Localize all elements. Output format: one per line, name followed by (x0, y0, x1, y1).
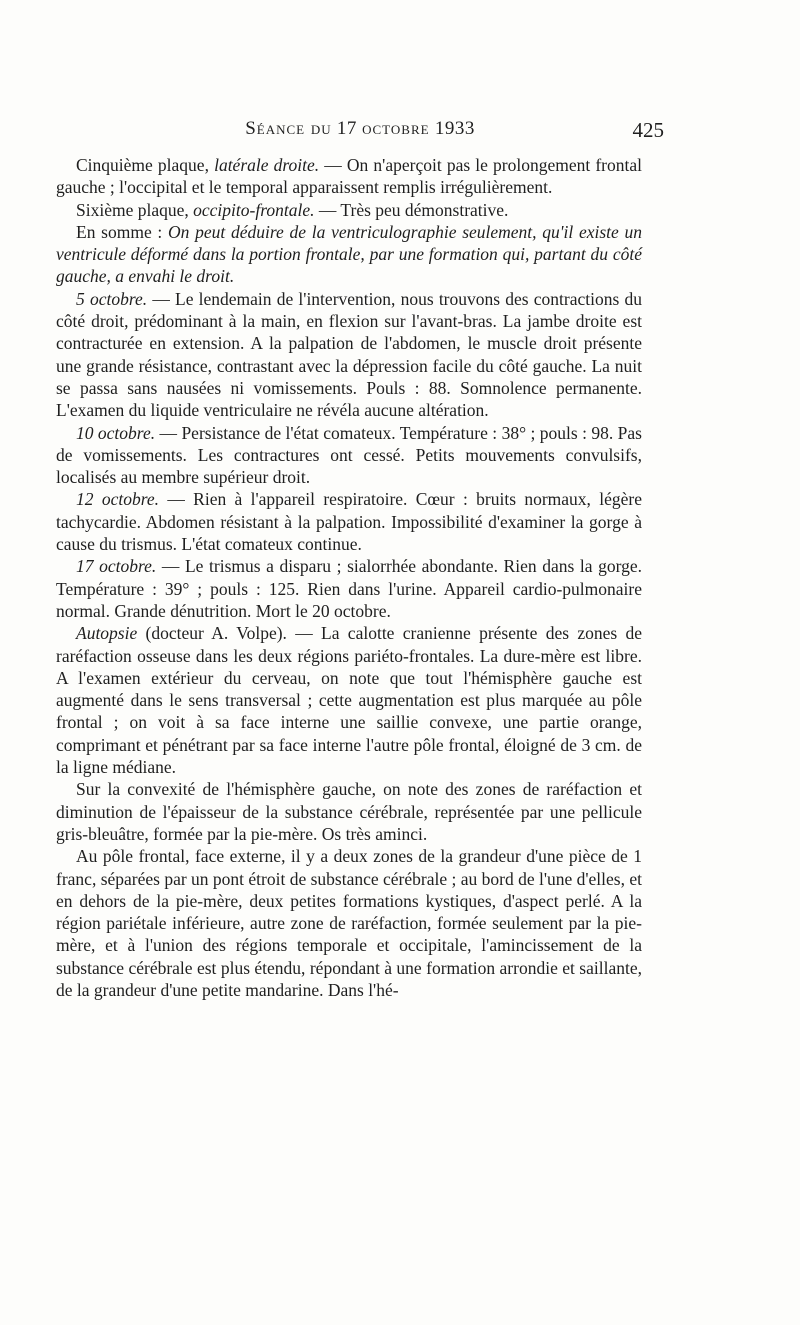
paragraph-lead-italic: occipito-frontale. (193, 199, 315, 220)
paragraph-lead-italic: 12 octobre. (76, 489, 160, 510)
paragraph-lead-italic: Autopsie (76, 623, 138, 644)
paragraph-text: Sur la convexité de l'hémisphère gauche, on note des zones de raréfaction et diminution de l'épaisseur de la substance cérébrale, représentée par une pellicule gris-bleuâtre, formée par la pie-mère. Os très aminci. (56, 779, 642, 844)
paragraph-text: — Le lendemain de l'intervention, nous trouvons des contractions du côté droit, prédominant à la main, en flexion sur l'avant-bras. La jambe droite est contracturée en extension. A la palpation de l'abdomen, le muscle droit présente une grande résistance, contrastant avec la dépression facile du côté gauche. La nuit se passa sans nausées ni vomissements. Pouls : 88. Somnolence permanente. L'examen du liquide ventriculaire ne révéla aucune altération. (56, 288, 642, 421)
body-text (56, 154, 642, 1001)
paragraph (56, 288, 642, 422)
paragraph (56, 422, 642, 489)
paragraph (56, 845, 642, 1001)
paragraph-lead: Sixième plaque, (76, 199, 189, 220)
paragraph-lead-italic: 10 octobre. (76, 422, 156, 443)
paragraph (56, 622, 642, 778)
paragraph-text: — Le trismus a disparu ; sialorrhée abondante. Rien dans la gorge. Température : 39° ; pouls : 125. Rien dans l'urine. Appareil cardio-pulmonaire normal. Grande dénutrition. Mort le 20 octobre. (56, 556, 642, 621)
paragraph (56, 154, 642, 199)
paragraph (56, 221, 642, 288)
running-header (56, 118, 664, 146)
paragraph (56, 555, 642, 622)
header-month: octobre (362, 118, 430, 139)
paragraph (56, 488, 642, 555)
paragraph-lead: En somme : (76, 221, 163, 242)
paragraph-lead-italic: On peut déduire de la ventriculographie seulement, qu'il existe un ventricule déformé dans la portion frontale, par une formation qui, partant du côté gauche, a envahi le droit. (56, 221, 643, 287)
paragraph-lead-italic: 17 octobre. (76, 556, 157, 577)
paragraph-lead-italic: 5 octobre. (76, 288, 148, 309)
paragraph-lead-italic: latérale droite. (214, 155, 320, 175)
paragraph (56, 778, 642, 845)
header-title (56, 118, 664, 140)
paragraph-text: — On n'aperçoit pas le prolongement frontal gauche ; l'occipital et le temporal apparaissent remplis irrégulièrement. (56, 155, 642, 198)
header-title-prefix: Séance du (245, 118, 332, 139)
paragraph (56, 199, 642, 221)
paragraph-text: Au pôle frontal, face externe, il y a deux zones de la grandeur d'une pièce de 1 franc, séparées par un pont étroit de substance cérébrale ; au bord de l'une d'elles, et en dehors de la pie-mère, deux petites formations kystiques, d'aspect perlé. A la région pariétale inférieure, autre zone de raréfaction, formée seulement par la pie-mère, et à l'union des régions temporale et occipitale, l'amincissement de la substance cérébrale est plus étendu, répondant à une formation arrondie et saillante, de la grandeur d'une petite mandarine. Dans l'hé- (56, 846, 642, 1000)
paragraph-text: — Persistance de l'état comateux. Température : 38° ; pouls : 98. Pas de vomissements. Les contractures ont cessé. Petits mouvements convulsifs, localisés au membre supérieur droit. (56, 422, 642, 488)
paragraph-text: — Très peu démonstrative. (314, 199, 509, 220)
header-day: 17 (336, 118, 357, 139)
paragraph-text: (docteur A. Volpe). — La calotte cranienne présente des zones de raréfaction osseuse dans les deux régions pariéto-frontales. La dure-mère est libre. A l'examen extérieur du cerveau, on note que tout l'hémisphère gauche est augmenté dans le sens transversal ; cette augmentation est plus marquée au pôle frontal ; on voit à sa face interne une saillie convexe, une partie orange, comprimant et pénétrant par sa face interne l'autre pôle frontal, éloigné de 3 cm. de la ligne médiane. (56, 623, 642, 778)
header-year: 1933 (434, 118, 475, 139)
paragraph-text: — Rien à l'appareil respiratoire. Cœur : bruits normaux, légère tachycardie. Abdomen résistant à la palpation. Impossibilité d'examiner la gorge à cause du trismus. L'état comateux continue. (56, 489, 642, 555)
paragraph-lead: Cinquième plaque, (76, 155, 209, 175)
page-number: 425 (632, 118, 664, 142)
